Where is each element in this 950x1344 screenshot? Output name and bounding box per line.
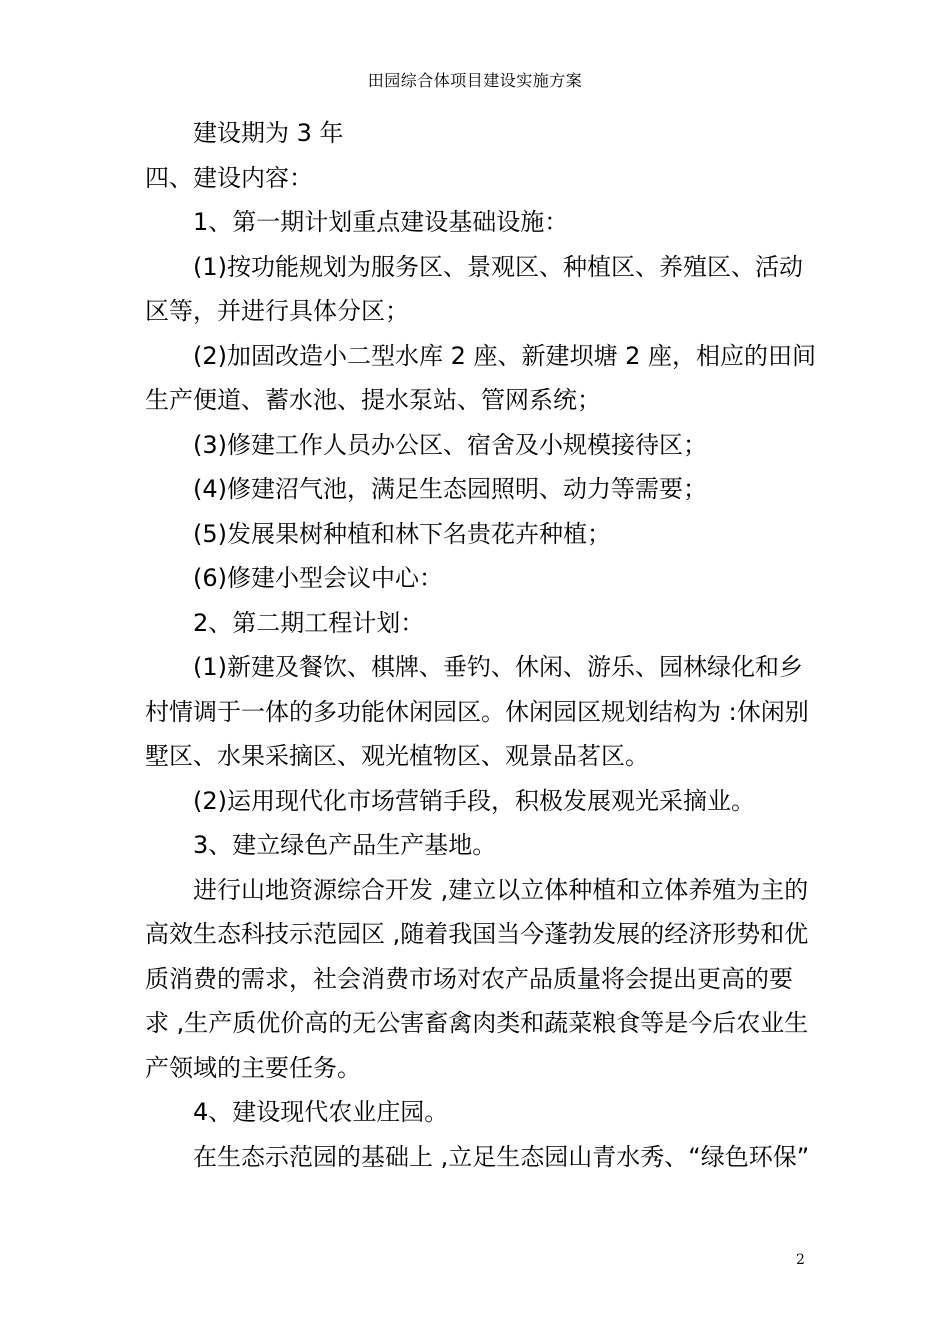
list-item-line: (5)发展果树种植和林下名贵花卉种植； bbox=[193, 519, 611, 548]
list-item-line: (2)加固改造小二型水库 2 座、新建坝塘 2 座，相应的田间 bbox=[193, 341, 817, 370]
paragraph-line: 高效生态科技示范园区 ,随着我国当今蓬勃发展的经济形势和优 bbox=[145, 920, 809, 948]
paragraph-line: 在生态示范园的基础上 ,立足生态园山青水秀、“绿色环保” bbox=[193, 1142, 810, 1171]
list-item-line: 区等，并进行具体分区； bbox=[145, 297, 409, 325]
subsection-heading: 1、第一期计划重点建设基础设施： bbox=[193, 208, 569, 236]
paragraph-line: 建设期为 3 年 bbox=[193, 119, 344, 147]
list-item-line: 生产便道、蓄水池、提水泵站、管网系统； bbox=[145, 386, 601, 414]
running-header: 田园综合体项目建设实施方案 bbox=[367, 71, 583, 90]
paragraph-line: 进行山地资源综合开发 ,建立以立体种植和立体养殖为主的 bbox=[193, 875, 809, 904]
subsection-heading: 2、第二期工程计划： bbox=[193, 608, 425, 637]
section-heading: 四、建设内容： bbox=[145, 163, 313, 192]
list-item-line: (1)新建及餐饮、棋牌、垂钓、休闲、游乐、园林绿化和乡 bbox=[193, 653, 803, 681]
list-item-line: 墅区、水果采摘区、观光植物区、观景品茗区。 bbox=[145, 742, 649, 770]
document-body bbox=[145, 111, 825, 1179]
list-item-line: (3)修建工作人员办公区、宿舍及小规模接待区； bbox=[193, 430, 707, 459]
list-item-line: (1)按功能规划为服务区、景观区、种植区、养殖区、活动 bbox=[193, 252, 803, 281]
page-number: 2 bbox=[796, 1252, 805, 1268]
list-item-line: (2)运用现代化市场营销手段，积极发展观光采摘业。 bbox=[193, 786, 755, 815]
list-item-line: 村情调于一体的多功能休闲园区。休闲园区规划结构为 :休闲别 bbox=[145, 697, 809, 726]
paragraph-line: 产领域的主要任务。 bbox=[145, 1053, 361, 1082]
list-item-line: (4)修建沼气池，满足生态园照明、动力等需要； bbox=[193, 475, 707, 503]
paragraph-line: 求 ,生产质优价高的无公害畜禽肉类和蔬菜粮食等是今后农业生 bbox=[145, 1009, 809, 1037]
list-item-line: (6)修建小型会议中心： bbox=[193, 564, 443, 592]
paragraph-line: 质消费的需求，社会消费市场对农产品质量将会提出更高的要 bbox=[145, 964, 793, 993]
subsection-heading: 3、建立绿色产品生产基地。 bbox=[193, 831, 497, 859]
subsection-heading: 4、建设现代农业庄园。 bbox=[193, 1098, 449, 1126]
